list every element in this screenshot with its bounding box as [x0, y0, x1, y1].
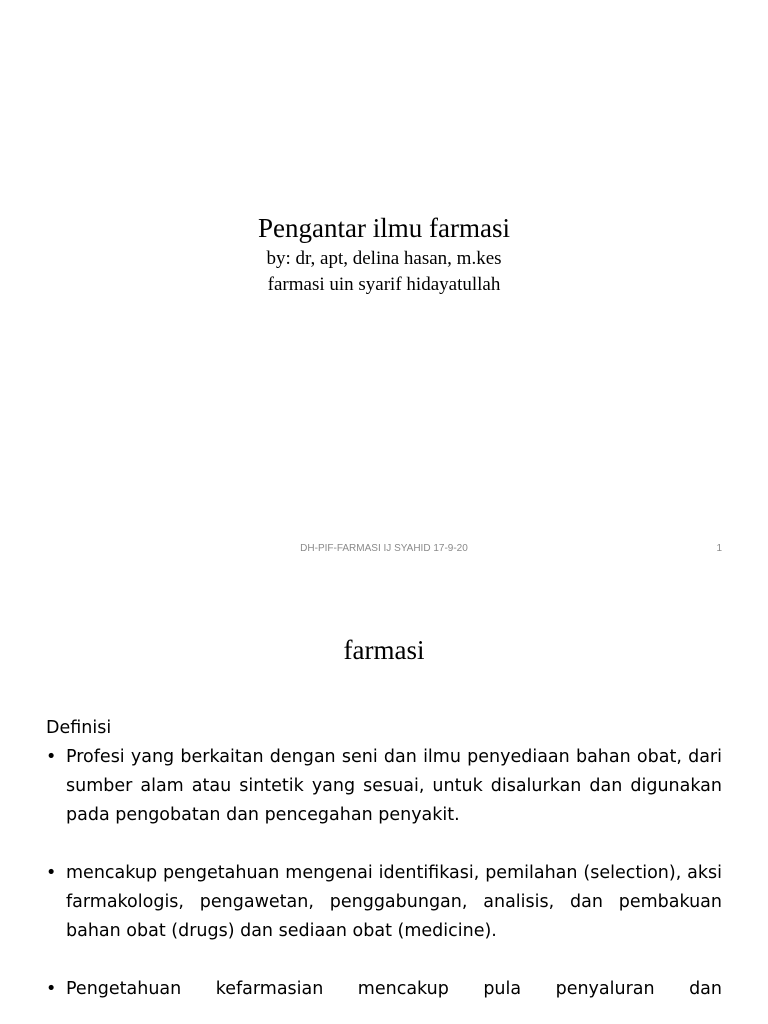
slide-footer: DH-PIF-FARMASI IJ SYAHID 17-9-20 [300, 543, 468, 554]
list-item [46, 743, 722, 830]
slide-title: Pengantar ilmu farmasi [258, 213, 510, 243]
slide-number: 1 [716, 543, 722, 554]
section-title: farmasi [343, 635, 425, 665]
slide-2 [0, 576, 768, 1024]
list-item [46, 975, 722, 1004]
list-item [46, 859, 722, 946]
bullet-icon: • [46, 979, 57, 999]
bullet-text: Profesi yang berkaitan dengan seni dan ilmu penyediaan bahan obat, dari sumber alam atau sintetik yang sesuai, untuk disalurkan dan digunakan pada pengobatan dan pencegahan penyakit. [66, 747, 722, 825]
bullet-icon: • [46, 747, 57, 767]
bullet-text: mencakup pengetahuan mengenai identifikasi, pemilahan (selection), aksi farmakologis, pengawetan, penggabungan, analisis, dan pembakuan bahan obat (drugs) dan sediaan obat (medicine). [66, 863, 722, 941]
bullet-icon: • [46, 863, 57, 883]
title-block [0, 210, 768, 298]
definition-heading: Definisi [46, 718, 112, 738]
slide-body [46, 714, 722, 1024]
bullet-text: Pengetahuan kefarmasian mencakup pula penyaluran dan [66, 979, 722, 999]
bullet-list [46, 743, 722, 1004]
author-line: by: dr, apt, delina hasan, m.kes [266, 248, 502, 269]
institution-line: farmasi uin syarif hidayatullah [267, 274, 501, 295]
